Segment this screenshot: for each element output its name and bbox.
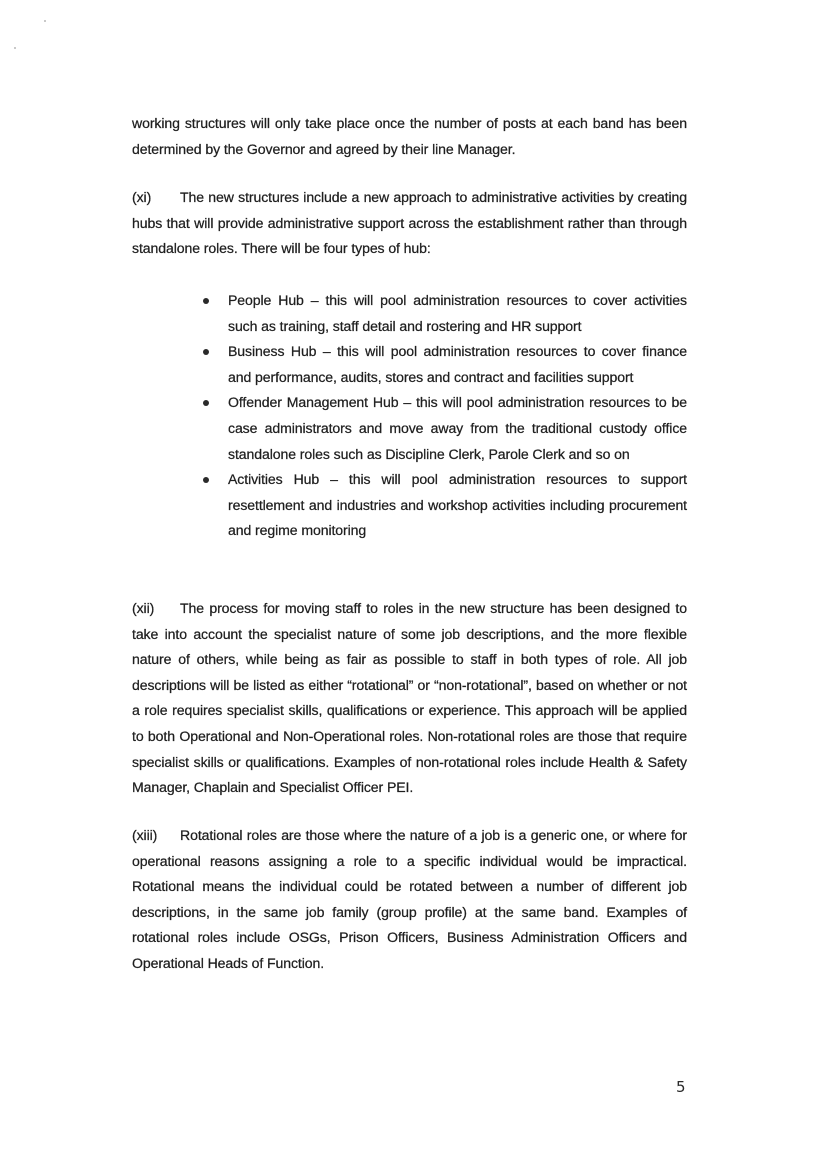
bullet-icon <box>203 349 209 355</box>
list-item-text: People Hub – this will pool administration resources to cover activities such as training, staff detail and rostering and HR support <box>228 292 687 334</box>
page-number: 5 <box>676 1078 686 1096</box>
list-item-business-hub <box>200 339 687 390</box>
bullet-icon <box>203 477 209 483</box>
hub-list <box>200 288 687 544</box>
paragraph-text: Rotational roles are those where the nature of a job is a generic one, or where for operational reasons assigning a role to a specific individual would be impractical. Rotational means the individual could be rotated between a number of different job descriptions, in the same job family (group profile) at the same band. Examples of rotational roles include OSGs, Prison Officers, Business Administration Officers and Operational Heads of Function. <box>132 827 687 971</box>
paragraph-xiii <box>132 823 687 977</box>
paragraph-continuation <box>132 111 687 162</box>
scan-speck <box>44 20 46 22</box>
list-item-activities-hub <box>200 467 687 544</box>
paragraph-number: (xiii) <box>132 827 158 843</box>
paragraph-number: (xii) <box>132 600 155 616</box>
bullet-icon <box>203 400 209 406</box>
paragraph-text: The new structures include a new approach to administrative activities by creating hubs that will provide administrative support across the establishment rather than through standalone roles. There will be four types of hub: <box>132 189 687 257</box>
paragraph-xii <box>132 596 687 801</box>
paragraph-number: (xi) <box>132 189 152 205</box>
paragraph-xi <box>132 185 687 262</box>
scan-speck <box>14 47 16 49</box>
list-item-text: Offender Management Hub – this will pool administration resources to be case administrators and move away from the traditional custody office standalone roles such as Discipline Clerk, Parole Clerk and so on <box>228 394 687 462</box>
paragraph-text: The process for moving staff to roles in the new structure has been designed to take into account the specialist nature of some job descriptions, and the more flexible nature of others, while being as fair as possible to staff in both types of role. All job descriptions will be listed as either “rotational” or “non-rotational”, based on whether or not a role requires specialist skills, qualifications or experience. This approach will be applied to both Operational and Non-Operational roles. Non-rotational roles are those that require specialist skills or qualifications. Examples of non-rotational roles include Health & Safety Manager, Chaplain and Specialist Officer PEI. <box>132 600 687 796</box>
list-item-text: Business Hub – this will pool administration resources to cover finance and performance, audits, stores and contract and facilities support <box>228 343 687 385</box>
bullet-icon <box>203 298 209 304</box>
paragraph-text: working structures will only take place once the number of posts at each band has been determined by the Governor and agreed by their line Manager. <box>132 115 687 157</box>
list-item-people-hub <box>200 288 687 339</box>
list-item-offender-management-hub <box>200 390 687 467</box>
list-item-text: Activities Hub – this will pool administration resources to support resettlement and industries and workshop activities including procurement and regime monitoring <box>228 471 687 539</box>
